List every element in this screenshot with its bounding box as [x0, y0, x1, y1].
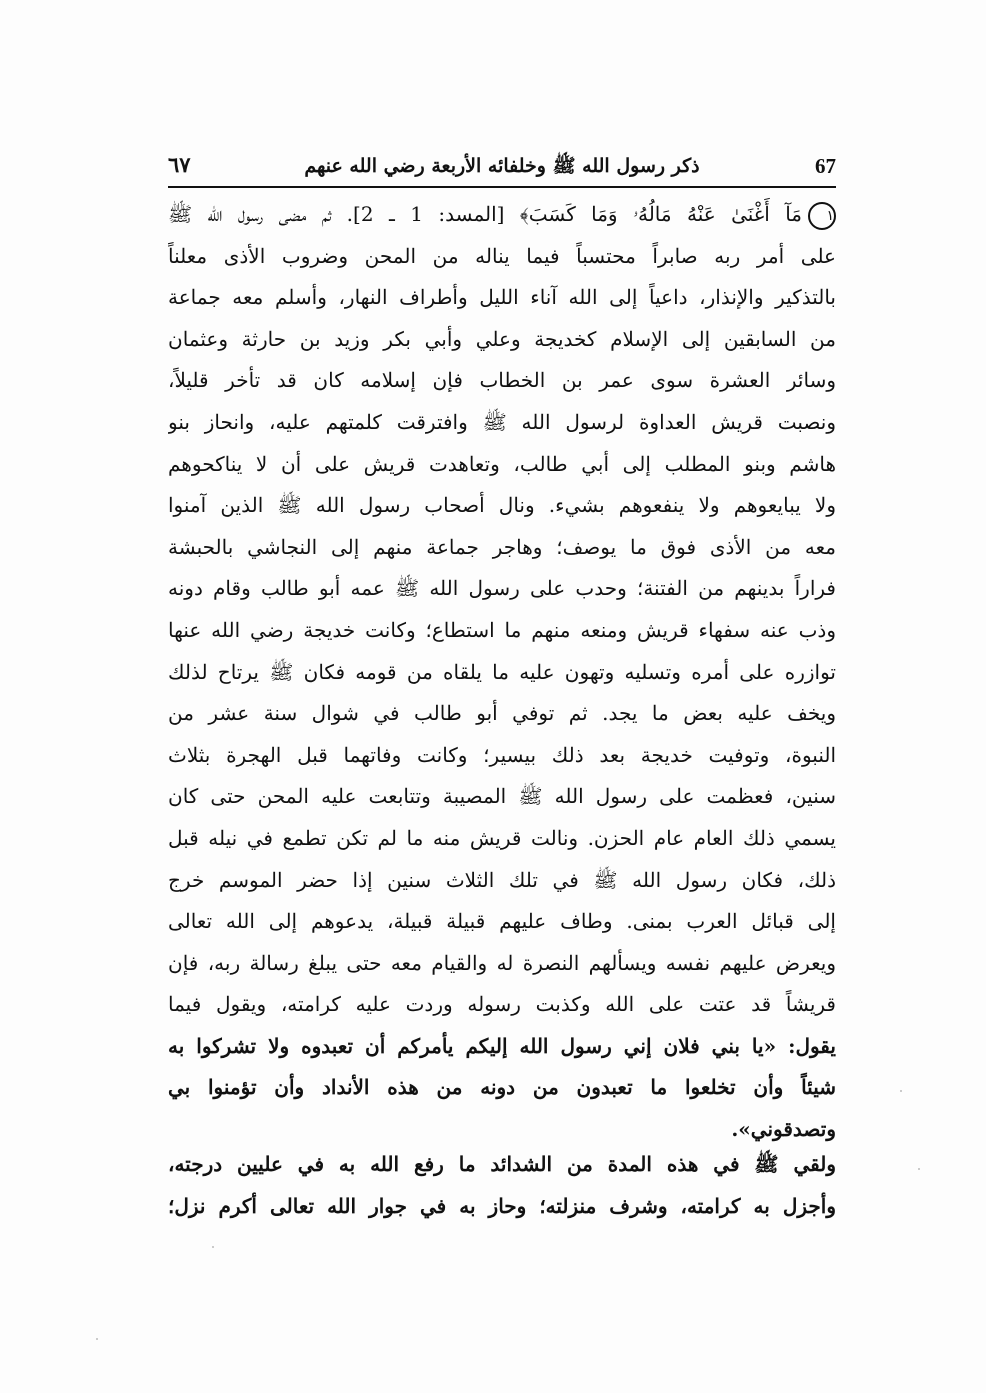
text-line: على أمر ربه صابراً محتسباً فيما يناله من المحن وضروب الأذى معلناً — [168, 243, 836, 268]
text-line: وأجزل به كرامته، وشرف منزلته؛ وحاز به في جوار الله تعالى أكرم نزل؛ — [168, 1193, 836, 1218]
text-line: فراراً بدينهم من الفتنة؛ وحدب على رسول الله ﷺ عمه أبو طالب وقام دونه — [168, 576, 836, 601]
header-rule — [168, 186, 836, 188]
text-line: قريشاً قد عتت على الله وكذبت رسوله وردت عليه كرامته، ويقول فيما — [168, 992, 836, 1017]
scan-speck — [918, 1168, 920, 1170]
paragraph-2 — [168, 1144, 836, 1227]
hadith-quote-line: شيئاً وأن تخلعوا ما تعبدون من دونه من هذه الأنداد وأن تؤمنوا بي — [168, 1075, 836, 1100]
text-line: ونصبت قريش العداوة لرسول الله ﷺ وافترقت كلمتهم عليه، وانحاز بنو — [168, 409, 836, 434]
text-line: وسائر العشرة سوى عمر بن الخطاب فإن إسلامه كان قد تأخر قليلاً، — [168, 368, 836, 393]
running-title: ذكر رسول الله ﷺ وخلفائه الأربعة رضي الله عنهم — [304, 155, 700, 177]
text-line: إلى قبائل العرب بمنى. وطاف عليهم قبيلة قبيلة، يدعوهم إلى الله تعالى — [168, 909, 836, 934]
text-line: معه من الأذى فوق ما يوصف؛ وهاجر جماعة منهم إلى النجاشي بالحبشة — [168, 534, 836, 559]
hadith-quote-line: يقول: «يا بني فلان إني رسول الله إليكم يأمركم أن تعبدوه ولا تشركوا به — [168, 1033, 836, 1058]
text-line: ١مَآ أَغْنَىٰ عَنْهُ مَالُهُۥ وَمَا كَسَبَ﴾ [المسد: 1 ـ 2]. ثم مضى رسول الله ﷺ — [168, 194, 836, 236]
text-line: ويعرض عليهم نفسه ويسألهم النصرة له والقيام معه حتى يبلغ رسالة ربه، فإن — [168, 950, 836, 975]
text-line: هاشم وبنو المطلب إلى أبي طالب، وتعاهدت قريش على أن لا يناكحوهم — [168, 451, 836, 476]
text-line: ويخف عليه بعض ما يجد. ثم توفي أبو طالب في شوال سنة عشر من — [168, 701, 836, 726]
scan-speck — [900, 1090, 902, 1092]
page-header — [168, 150, 836, 184]
text-line: سنين، فعظمت على رسول الله ﷺ المصيبة وتتابعت عليه المحن حتى كان — [168, 784, 836, 809]
page-number-arabic: ٦٧ — [168, 152, 191, 177]
page-number-latin: 67 — [815, 154, 836, 178]
text-line: من السابقين إلى الإسلام كخديجة وعلي وأبي بكر وزيد بن حارثة وعثمان — [168, 326, 836, 351]
text-line: ذلك، فكان رسول الله ﷺ في تلك الثلاث سنين إذا حضر الموسم خرج — [168, 867, 836, 892]
paragraph-1 — [168, 194, 836, 1151]
text-line: يسمي ذلك العام عام الحزن. ونالت قريش منه ما لم تكن تطمع في نيله قبل — [168, 825, 836, 850]
hadith-quote-line: وتصدقوني». — [731, 1117, 836, 1142]
verse-marker-icon: ١ — [808, 202, 836, 230]
text-line: النبوة، وتوفيت خديجة بعد ذلك بيسير؛ وكانت وفاتهما قبل الهجرة بثلاث — [168, 742, 836, 767]
text-line: ولقي ﷺ في هذه المدة من الشدائد ما رفع الله به في عليين درجته، — [168, 1152, 836, 1176]
scan-speck — [96, 1338, 98, 1340]
text-line: توازره على أمره وتسليه وتهون عليه ما يلقاه من قومه فكان ﷺ يرتاح لذلك — [168, 659, 836, 684]
text-line: بالتذكير والإنذار، داعياً إلى الله آناء الليل وأطراف النهار، وأسلم معه جماعة — [168, 285, 836, 310]
text-line: وذب عنه سفهاء قريش ومنعه منهم ما استطاع؛ وكانت خديجة رضي الله عنها — [168, 617, 836, 642]
text-line: ولا يبايعوهم ولا ينفعوهم بشيء. ونال أصحاب رسول الله ﷺ الذين آمنوا — [168, 493, 836, 518]
scan-speck — [212, 1246, 214, 1248]
